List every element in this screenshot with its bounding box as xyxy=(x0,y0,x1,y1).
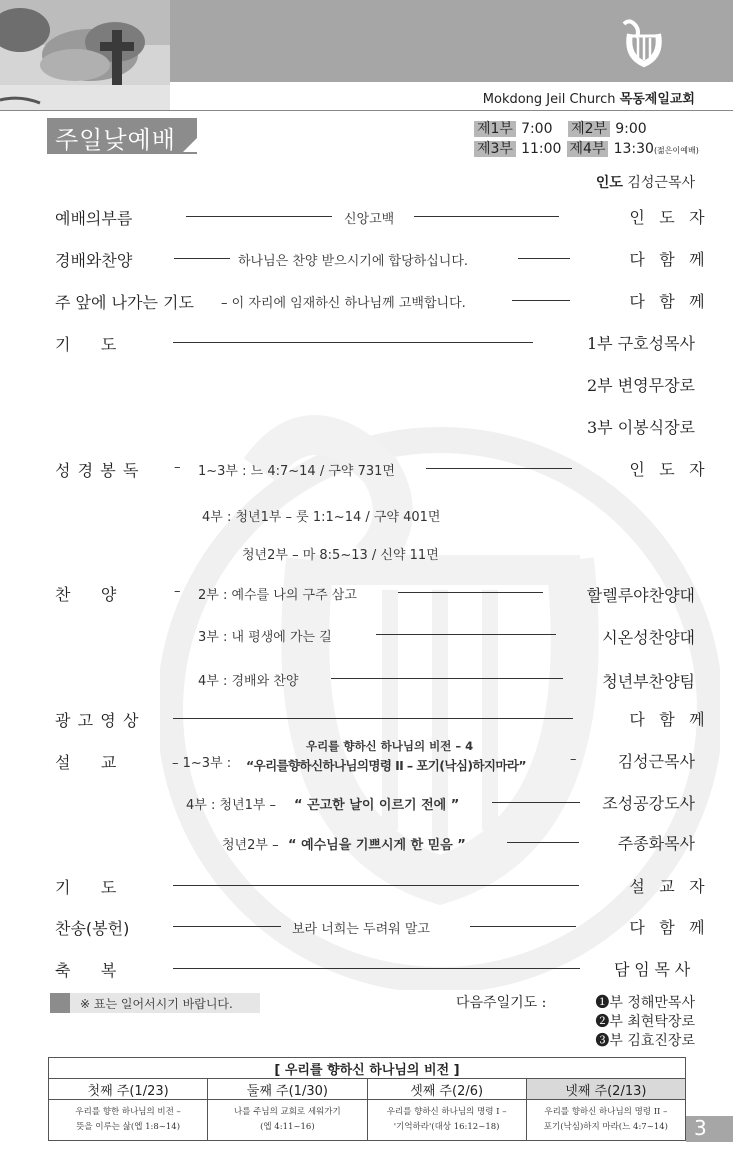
order-hymn-row-3-line xyxy=(331,678,563,679)
order-hymn-row-1-text: 2부 : 예수를 나의 구주 삼고 xyxy=(198,588,357,603)
order-sermon-line3-prefix: 청년2부 – xyxy=(222,838,279,853)
order-announce-right: 다함께 xyxy=(629,710,719,729)
plan-desc-2-line-2: (엡 4:11~16) xyxy=(260,1122,315,1132)
order-praise-label: 경배와찬양 xyxy=(55,251,133,270)
order-praise-line-2 xyxy=(518,258,570,259)
order-call-middle: 신앙고백 xyxy=(344,212,395,227)
plan-desc-2-line-1: 나를 주님의 교회로 세워가기 xyxy=(234,1107,341,1117)
order-prayer-right-2: 2부 변영무장로 xyxy=(586,376,695,395)
order-praise-middle: 하나님은 찬양 받으시기에 합당하십니다. xyxy=(238,254,469,269)
header-photo xyxy=(0,0,170,110)
order-offering-line-2 xyxy=(470,926,576,927)
order-hymn-row-1-right: 할렐루야찬양대 xyxy=(586,586,695,605)
order-confession-right: 다함께 xyxy=(629,292,719,311)
order-call-right: 인도자 xyxy=(629,208,719,227)
order-praise-line-1 xyxy=(174,258,230,259)
order-sermon-line2-line xyxy=(492,802,580,803)
order-sermon-line3-right: 주종화목사 xyxy=(617,834,695,853)
order-hymn-row-1-line xyxy=(398,592,543,593)
order-prayer-right-3: 3부 이봉식장로 xyxy=(586,418,695,437)
plan-desc-3-line-1: 우리를 향하신 하나님의 명령 I – xyxy=(386,1107,507,1117)
lyre-logo-icon xyxy=(616,14,672,70)
order-sermon-line3-line xyxy=(507,842,579,843)
order-benediction-label: 축복 xyxy=(55,961,147,980)
order-prayer2-label: 기도 xyxy=(55,878,147,897)
order-sermon-title: “우리를향하신하나님의명령 II – 포기(낙심)하지마라” xyxy=(246,758,526,773)
order-sermon-prefix: – 1~3부 : xyxy=(172,756,232,771)
next-prayer-1: ❶부 정해만목사 xyxy=(595,995,695,1011)
plan-desc-3 xyxy=(367,1100,526,1141)
order-hymn-dash: – xyxy=(174,584,181,599)
order-call-label: 예배의부름 xyxy=(55,209,133,228)
plan-desc-4-line-2: 포기(낙심)하지 마라(느 4:7~14) xyxy=(543,1122,668,1132)
order-call-line-2 xyxy=(414,216,559,217)
order-scripture-right: 인도자 xyxy=(629,460,719,479)
leader-name: 김성근목사 xyxy=(627,175,695,191)
service-times-row-2 xyxy=(474,138,699,158)
order-announce-label: 광고영상 xyxy=(55,711,146,730)
service-3-tag: 제3부 xyxy=(474,141,516,157)
order-prayer2-right: 설교자 xyxy=(629,877,719,896)
order-sermon-line2-prefix: 4부 : 청년1부 – xyxy=(186,798,277,813)
order-call-line-1 xyxy=(186,216,332,217)
order-hymn-row-3-right: 청년부찬양팀 xyxy=(602,672,695,691)
plan-week-4: 넷째 주(2/13) xyxy=(526,1079,685,1100)
service-4-note: (젊은이예배) xyxy=(653,146,699,155)
service-3-time: 11:00 xyxy=(521,141,562,157)
sermon-plan-title: [ 우리를 향하신 하나님의 비전 ] xyxy=(49,1058,686,1079)
order-praise-right: 다함께 xyxy=(629,250,719,269)
plan-week-3: 셋째 주(2/6) xyxy=(367,1079,526,1100)
standing-note-marker xyxy=(50,993,70,1013)
service-4-time: 13:30 xyxy=(613,141,654,157)
plan-desc-3-line-2: '기억하라'(대상 16:12~18) xyxy=(393,1122,500,1132)
order-hymn-row-2-line xyxy=(376,634,556,635)
order-confession-label: 주 앞에 나가는 기도 xyxy=(55,293,194,312)
title-corner-decoration xyxy=(183,138,197,152)
order-prayer-label: 기도 xyxy=(55,335,147,354)
order-scripture-label: 성경봉독 xyxy=(55,461,146,480)
order-sermon-series: 우리를 향하신 하나님의 비전 – 4 xyxy=(306,739,474,753)
order-offering-middle: 보라 너희는 두려워 말고 xyxy=(292,922,430,937)
order-scripture-dash: – xyxy=(174,460,181,475)
order-hymn-row-3-text: 4부 : 경배와 찬양 xyxy=(198,674,299,689)
plan-week-2: 둘째 주(1/30) xyxy=(208,1079,367,1100)
praying-hands-cross-photo xyxy=(0,0,170,110)
order-prayer-line xyxy=(173,342,533,343)
order-confession-middle: – 이 자리에 임재하신 하나님께 고백합니다. xyxy=(221,296,466,311)
plan-week-1: 첫째 주(1/23) xyxy=(49,1079,208,1100)
order-scripture-line3: 청년2부 – 마 8:5~13 / 신약 11면 xyxy=(242,548,439,563)
order-sermon-line3-title: “ 예수님을 기쁘시게 한 믿음 ” xyxy=(288,838,466,853)
order-prayer2-line xyxy=(173,885,579,886)
order-sermon-line2-title: “ 곤고한 날이 이르기 전에 ” xyxy=(294,798,460,813)
next-prayer-2: ❷부 최현탁장로 xyxy=(595,1014,695,1030)
order-benediction-right: 담임목사 xyxy=(613,960,695,979)
order-confession-line xyxy=(512,300,570,301)
next-prayer-3: ❸부 김효진장로 xyxy=(595,1033,695,1049)
page-number: 3 xyxy=(694,1116,707,1140)
order-scripture-middle: 1~3부 : 느 4:7~14 / 구약 731면 xyxy=(198,464,395,479)
plan-desc-4-line-1: 우리를 향하신 하나님의 명령 II – xyxy=(544,1107,668,1117)
service-2-tag: 제2부 xyxy=(568,121,610,137)
plan-desc-1-line-1: 우리를 향한 하나님의 비전 – xyxy=(75,1107,181,1117)
order-offering-right: 다함께 xyxy=(629,918,719,937)
order-sermon-label: 설교 xyxy=(55,753,147,772)
order-hymn-label: 찬양 xyxy=(55,585,147,604)
plan-desc-1-line-2: 뜻을 이루는 삶(엡 1:8~14) xyxy=(76,1122,181,1132)
plan-desc-2 xyxy=(208,1100,367,1141)
service-times-row-1 xyxy=(474,118,647,138)
order-sermon-dash: – xyxy=(570,752,577,767)
church-name-en: Mokdong Jeil Church xyxy=(482,92,616,107)
order-prayer-right-1: 1부 구호성목사 xyxy=(586,334,695,353)
church-name xyxy=(483,88,695,107)
lyre-watermark-icon xyxy=(160,410,720,990)
next-prayer-label: 다음주일기도 : xyxy=(456,995,547,1011)
order-hymn-row-2-right: 시온성찬양대 xyxy=(602,628,695,647)
plan-desc-4 xyxy=(526,1100,685,1141)
order-sermon-right: 김성근목사 xyxy=(617,752,695,771)
order-sermon-line2-right: 조성공강도사 xyxy=(602,794,695,813)
sermon-plan-table xyxy=(48,1057,686,1141)
order-benediction-line xyxy=(173,968,580,969)
service-1-tag: 제1부 xyxy=(474,121,516,137)
worship-leader xyxy=(596,172,695,192)
service-1-time: 7:00 xyxy=(521,121,553,137)
service-4-tag: 제4부 xyxy=(567,141,609,157)
church-name-ko: 목동제일교회 xyxy=(619,92,695,107)
header-banner xyxy=(170,0,733,82)
order-announce-line xyxy=(173,718,573,719)
leader-label: 인도 xyxy=(595,175,623,191)
page-title: 주일낮예배 xyxy=(55,126,176,154)
service-2-time: 9:00 xyxy=(615,121,647,137)
order-scripture-line2: 4부 : 청년1부 – 룻 1:1~14 / 구약 401면 xyxy=(202,510,441,525)
header-divider xyxy=(0,110,733,111)
order-offering-line-1 xyxy=(173,926,281,927)
order-scripture-line xyxy=(426,468,572,469)
standing-note: ※ 표는 일어서시기 바랍니다. xyxy=(80,997,233,1011)
order-offering-label: 찬송(봉헌) xyxy=(55,919,130,938)
order-hymn-row-2-text: 3부 : 내 평생에 가는 길 xyxy=(198,630,332,645)
plan-desc-1 xyxy=(49,1100,208,1141)
